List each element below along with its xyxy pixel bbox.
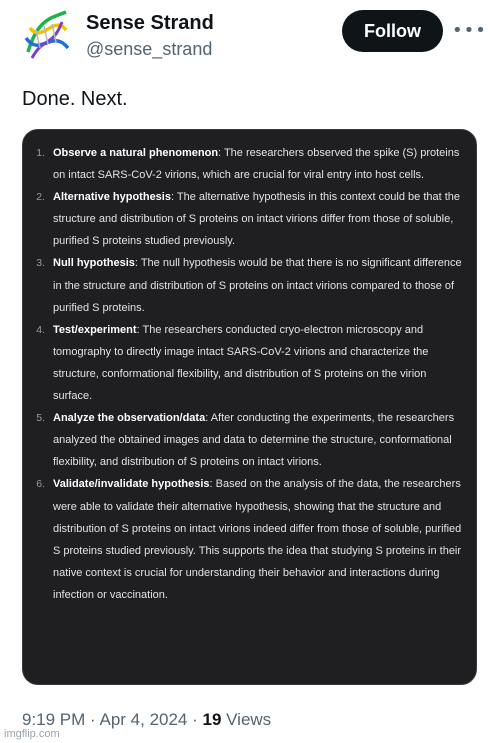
list-item-title: Observe a natural phenomenon bbox=[53, 147, 219, 159]
tweet-header bbox=[18, 4, 487, 68]
tweet-date[interactable]: Apr 4, 2024 bbox=[99, 710, 188, 729]
media-list bbox=[31, 142, 463, 606]
meta-separator: · bbox=[187, 710, 203, 729]
list-item-text: : The researchers conducted cryo-electron microscopy and tomography to directly image intact SARS-CoV-2 virions and characterize the structure, conformational flexibility, and distribution of S proteins on the virion surface. bbox=[53, 323, 429, 403]
list-item-number: 5. bbox=[36, 412, 45, 425]
list-item-text: : The null hypothesis would be that there is no significant difference in the structure and distribution of S proteins on intact virions compared to those of purified S proteins. bbox=[53, 257, 462, 314]
author-name-block bbox=[86, 10, 214, 62]
list-item bbox=[31, 186, 463, 252]
author-display-name[interactable]: Sense Strand bbox=[86, 12, 214, 34]
views-count: 19 bbox=[202, 710, 222, 729]
list-item-number: 1. bbox=[36, 147, 45, 159]
list-item-text: : After conducting the experiments, the researchers analyzed the obtained images and data to determine the structure, conformational flexibility, and distribution of S proteins on intact virions. bbox=[53, 412, 455, 469]
list-item-body bbox=[53, 142, 463, 186]
tweet-time[interactable]: 9:19 PM bbox=[22, 710, 86, 729]
list-item-number: 2. bbox=[36, 191, 45, 204]
tweet-media-image[interactable] bbox=[22, 129, 477, 685]
list-item-title: Test/experiment bbox=[53, 323, 137, 336]
list-item-body bbox=[53, 407, 463, 473]
list-item-title: Null hypothesis bbox=[53, 257, 135, 270]
more-options-icon[interactable]: ••• bbox=[452, 16, 480, 44]
list-item-title: Analyze the observation/data bbox=[53, 412, 206, 425]
views-label: Views bbox=[221, 710, 272, 729]
list-item-body bbox=[53, 473, 463, 606]
meta-separator: · bbox=[85, 710, 100, 729]
list-item-title: Alternative hypothesis bbox=[53, 191, 171, 204]
list-item-text: : Based on the analysis of the data, the researchers were able to validate their alternative hypothesis, showing that the structure and distribution of S proteins on intact virions indeed differ from those of soluble, purified S proteins studied previously. This supports the idea that studying S proteins in their native context is crucial for understanding their behavior and interactions during infection or vaccination. bbox=[53, 478, 462, 601]
list-item-number: 6. bbox=[36, 478, 45, 491]
list-item-number: 4. bbox=[36, 323, 45, 336]
list-item-number: 3. bbox=[36, 257, 45, 270]
list-item-text: : The researchers observed the spike (S) proteins on intact SARS-CoV-2 virions, which are crucial for viral entry into host cells. bbox=[53, 147, 460, 182]
list-item-title: Validate/invalidate hypothesis bbox=[53, 478, 210, 491]
list-item bbox=[31, 252, 463, 318]
watermark: imgflip.com bbox=[4, 728, 60, 740]
tweet-text: Done. Next. bbox=[22, 88, 128, 110]
list-item bbox=[31, 319, 463, 407]
dna-helix-icon bbox=[22, 8, 72, 62]
list-item-text: : The alternative hypothesis in this context could be that the structure and distribution of S proteins on intact virions differ from those of soluble, purified S proteins studied previously. bbox=[53, 191, 461, 248]
list-item-body bbox=[53, 186, 463, 252]
list-item bbox=[31, 407, 463, 473]
avatar[interactable] bbox=[22, 8, 72, 62]
follow-button[interactable]: Follow bbox=[342, 10, 443, 52]
list-item bbox=[31, 142, 463, 186]
list-item bbox=[31, 473, 463, 606]
list-item-body bbox=[53, 252, 463, 318]
list-item-body bbox=[53, 319, 463, 407]
author-handle[interactable]: @sense_strand bbox=[86, 39, 213, 59]
